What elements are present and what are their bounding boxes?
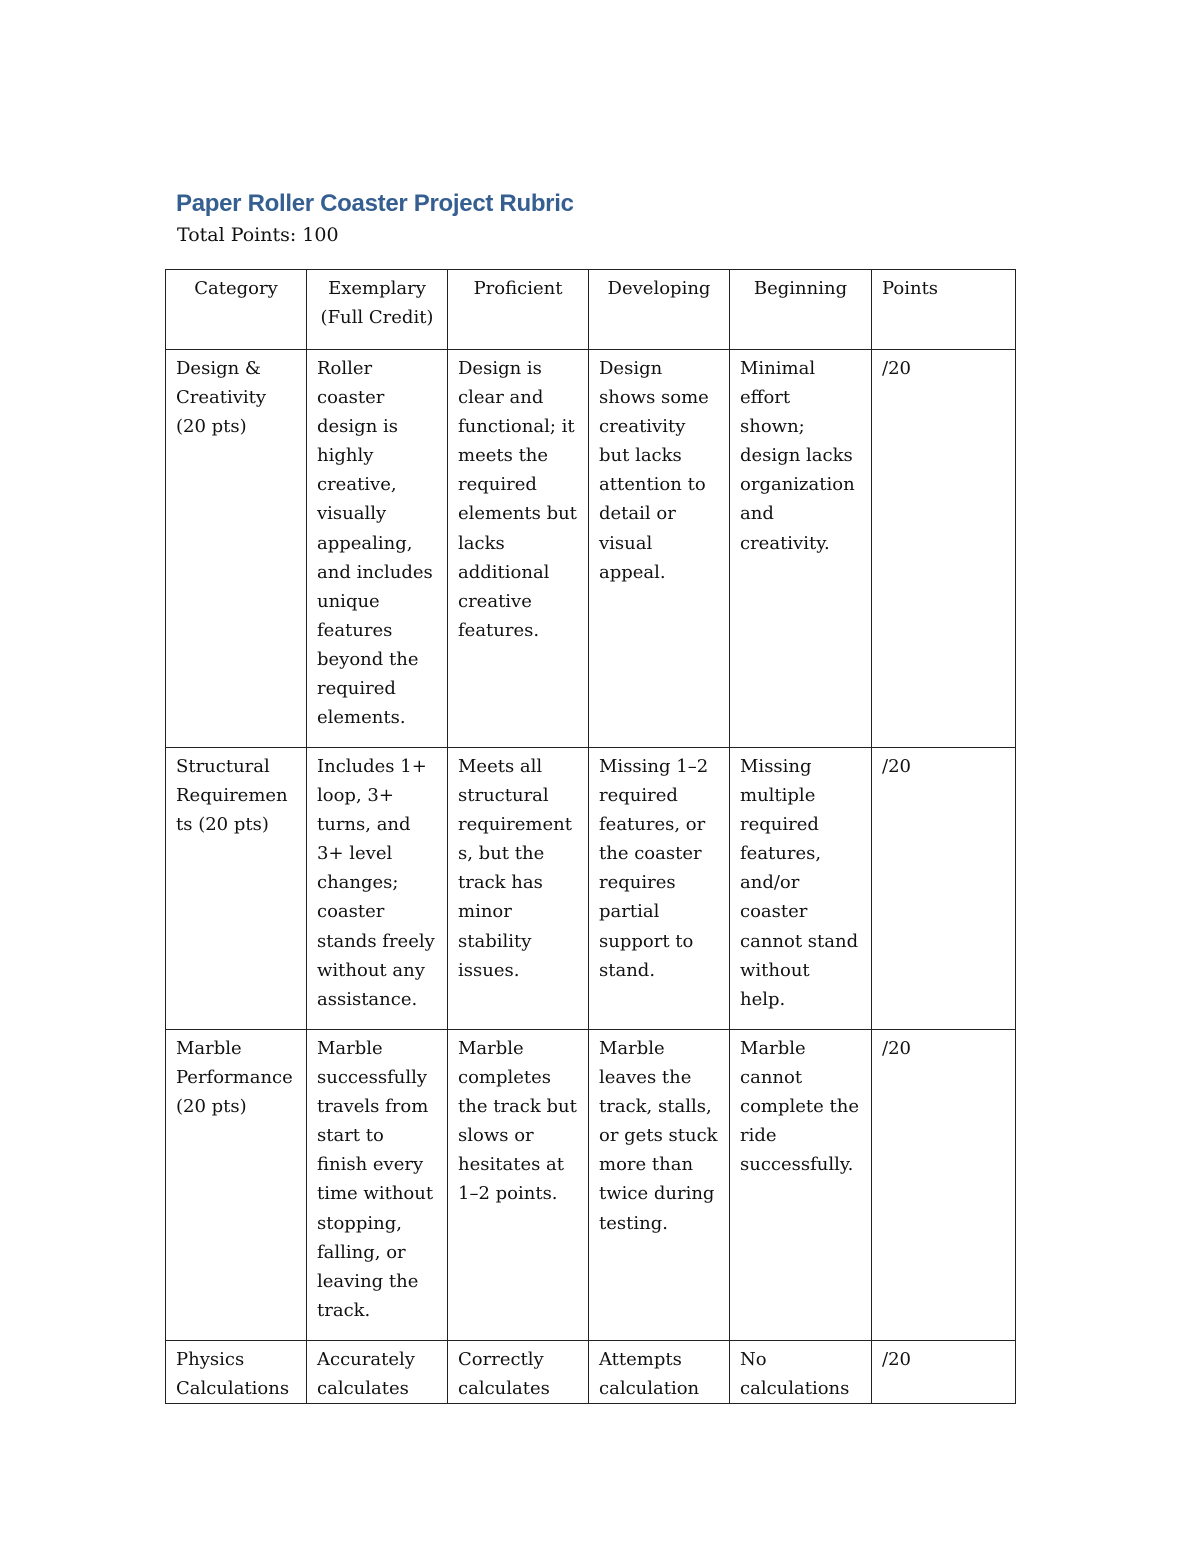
cell-text-line: calculation — [599, 1378, 700, 1400]
cell-beginning — [730, 1030, 872, 1341]
cell-text-line: stopping, — [317, 1212, 402, 1234]
cell-text-line: track. — [317, 1299, 371, 1321]
cell-text-line: coaster — [317, 901, 385, 923]
cell-exemplary — [307, 1341, 448, 1404]
cell-beginning — [730, 350, 872, 748]
cell-text-line: stands freely — [317, 930, 435, 952]
cell-text-line: Marble — [599, 1038, 665, 1059]
cell-text-line: Design — [599, 358, 663, 379]
cell-text-line: Developing — [607, 278, 711, 299]
cell-text-line: cannot — [740, 1067, 803, 1089]
cell-text-line: Roller — [317, 358, 373, 379]
cell-category — [166, 1341, 307, 1404]
cell-text-line: successfully. — [740, 1154, 854, 1176]
cell-text-line: calculations — [740, 1378, 850, 1400]
header-exemplary — [307, 270, 448, 350]
cell-text-line: completes — [458, 1067, 552, 1089]
cell-text-line: Marble — [458, 1038, 524, 1059]
cell-text-line: structural — [458, 785, 549, 807]
cell-text-line: travels from — [317, 1096, 429, 1118]
cell-text-line: coaster — [317, 387, 385, 409]
page-title: Paper Roller Coaster Project Rubric — [176, 190, 574, 217]
cell-text-line: appealing, — [317, 532, 413, 554]
cell-category — [166, 1030, 307, 1341]
cell-text-line: Exemplary — [328, 278, 426, 299]
cell-points — [872, 748, 1016, 1030]
cell-text-line: 3+ level — [317, 843, 393, 865]
cell-text-line: No — [740, 1349, 767, 1370]
cell-text-line: calculates — [317, 1378, 409, 1400]
cell-text-line: attention to — [599, 474, 706, 496]
cell-text-line: ts (20 pts) — [176, 814, 269, 836]
cell-developing — [589, 1341, 730, 1404]
cell-proficient — [448, 1030, 589, 1341]
cell-text-line: Attempts — [599, 1349, 682, 1370]
cell-text-line: without any — [317, 959, 425, 981]
cell-text-line: Performance — [176, 1067, 293, 1089]
cell-text-line: /20 — [882, 358, 911, 379]
cell-text-line: required — [599, 785, 678, 807]
cell-text-line: Beginning — [753, 278, 848, 299]
cell-text-line: Calculations — [176, 1378, 290, 1400]
cell-text-line: /20 — [882, 1349, 911, 1370]
cell-text-line: Marble — [176, 1038, 242, 1059]
cell-text-line: Design & — [176, 358, 261, 379]
cell-text-line: stand. — [599, 959, 656, 981]
cell-text-line: Design is — [458, 358, 542, 379]
cell-text-line: finish every — [317, 1154, 424, 1176]
cell-text-line: Physics — [176, 1349, 245, 1370]
cell-text-line: required — [317, 678, 396, 700]
cell-text-line: creativity — [599, 416, 686, 438]
cell-text-line: and — [740, 503, 774, 525]
cell-text-line: twice during — [599, 1183, 715, 1205]
cell-text-line: help. — [740, 988, 786, 1010]
cell-text-line: Creativity — [176, 387, 267, 409]
header-points — [872, 270, 1016, 350]
cell-text-line: (20 pts) — [176, 1096, 247, 1118]
cell-text-line: features, or — [599, 814, 706, 836]
cell-text-line: shows some — [599, 387, 709, 409]
cell-text-line: cannot stand — [740, 930, 859, 952]
cell-text-line: (20 pts) — [176, 416, 247, 438]
cell-beginning — [730, 1341, 872, 1404]
cell-text-line: Minimal — [740, 358, 816, 379]
cell-text-line: and includes — [317, 561, 433, 583]
cell-text-line: Meets all — [458, 756, 543, 777]
cell-text-line: Marble — [317, 1038, 383, 1059]
table-row — [166, 748, 1016, 1030]
cell-text-line: visually — [317, 503, 387, 525]
header-beginning — [730, 270, 872, 350]
cell-text-line: ride — [740, 1125, 777, 1147]
cell-text-line: Proficient — [473, 278, 563, 299]
cell-text-line: requires — [599, 872, 676, 894]
cell-text-line: track, stalls, — [599, 1096, 712, 1118]
table-row — [166, 350, 1016, 748]
table-header-row — [166, 270, 1016, 350]
table-row — [166, 1030, 1016, 1341]
cell-text-line: hesitates at — [458, 1154, 565, 1176]
total-points: Total Points: 100 — [177, 224, 339, 246]
cell-developing — [589, 1030, 730, 1341]
cell-text-line: successfully — [317, 1067, 428, 1089]
cell-text-line: required — [740, 814, 819, 836]
cell-beginning — [730, 748, 872, 1030]
cell-text-line: multiple — [740, 785, 816, 807]
cell-text-line: meets the — [458, 445, 549, 467]
rubric-table — [165, 269, 1016, 1404]
cell-text-line: elements but — [458, 503, 577, 525]
cell-text-line: shown; — [740, 416, 805, 438]
cell-proficient — [448, 748, 589, 1030]
cell-text-line: creative, — [317, 474, 397, 496]
cell-text-line: but lacks — [599, 445, 682, 467]
cell-developing — [589, 350, 730, 748]
cell-text-line: more than — [599, 1154, 694, 1176]
cell-text-line: design is — [317, 416, 398, 438]
cell-text-line: slows or — [458, 1125, 534, 1147]
cell-text-line: complete the — [740, 1096, 860, 1118]
cell-developing — [589, 748, 730, 1030]
cell-text-line: stability — [458, 930, 532, 952]
cell-text-line: requirement — [458, 814, 572, 836]
cell-text-line: visual — [599, 532, 653, 554]
cell-text-line: track has — [458, 872, 543, 894]
cell-text-line: and/or — [740, 872, 800, 894]
cell-text-line: support to — [599, 930, 694, 952]
cell-text-line: Marble — [740, 1038, 806, 1059]
cell-text-line: elements. — [317, 707, 406, 729]
cell-text-line: changes; — [317, 872, 399, 894]
cell-category — [166, 350, 307, 748]
cell-text-line: unique — [317, 590, 380, 612]
cell-text-line: required — [458, 474, 537, 496]
cell-text-line: without — [740, 959, 810, 981]
cell-text-line: additional — [458, 561, 550, 583]
cell-text-line: highly — [317, 445, 374, 467]
cell-text-line: assistance. — [317, 988, 418, 1010]
cell-text-line: leaving the — [317, 1270, 419, 1292]
cell-text-line: coaster — [740, 901, 808, 923]
cell-text-line: or gets stuck — [599, 1125, 718, 1147]
cell-text-line: falling, or — [317, 1241, 406, 1263]
cell-text-line: detail or — [599, 503, 676, 525]
cell-text-line: Correctly — [458, 1349, 544, 1370]
cell-text-line: issues. — [458, 959, 520, 981]
cell-text-line: start to — [317, 1125, 384, 1147]
cell-proficient — [448, 350, 589, 748]
cell-text-line: Points — [882, 278, 939, 299]
cell-text-line: clear and — [458, 387, 544, 409]
cell-text-line: Missing 1–2 — [599, 756, 709, 777]
cell-proficient — [448, 1341, 589, 1404]
cell-text-line: Requiremen — [176, 785, 288, 807]
cell-text-line: Includes 1+ — [317, 756, 427, 777]
cell-text-line: (Full Credit) — [320, 307, 434, 329]
cell-text-line: leaves the — [599, 1067, 692, 1089]
cell-text-line: features. — [458, 619, 540, 641]
cell-text-line: calculates — [458, 1378, 550, 1400]
cell-text-line: organization — [740, 474, 855, 496]
cell-text-line: Missing — [740, 756, 812, 777]
cell-points — [872, 1030, 1016, 1341]
cell-exemplary — [307, 1030, 448, 1341]
cell-text-line: Category — [194, 278, 278, 299]
cell-text-line: the track but — [458, 1096, 577, 1118]
cell-text-line: design lacks — [740, 445, 853, 467]
cell-text-line: functional; it — [458, 416, 575, 438]
cell-text-line: creativity. — [740, 532, 830, 554]
cell-text-line: creative — [458, 590, 532, 612]
cell-text-line: the coaster — [599, 843, 702, 865]
table-row — [166, 1341, 1016, 1404]
cell-text-line: time without — [317, 1183, 434, 1205]
cell-points — [872, 350, 1016, 748]
cell-text-line: partial — [599, 901, 660, 923]
cell-text-line: minor — [458, 901, 512, 923]
header-proficient — [448, 270, 589, 350]
cell-category — [166, 748, 307, 1030]
cell-text-line: testing. — [599, 1212, 668, 1234]
cell-text-line: appeal. — [599, 561, 666, 583]
cell-text-line: Structural — [176, 756, 270, 777]
cell-points — [872, 1341, 1016, 1404]
cell-text-line: features — [317, 619, 393, 641]
cell-text-line: loop, 3+ — [317, 785, 394, 807]
cell-text-line: Accurately — [317, 1349, 415, 1370]
cell-text-line: turns, and — [317, 814, 411, 836]
cell-exemplary — [307, 748, 448, 1030]
cell-text-line: 1–2 points. — [458, 1183, 558, 1205]
cell-text-line: /20 — [882, 1038, 911, 1059]
cell-exemplary — [307, 350, 448, 748]
cell-text-line: s, but the — [458, 843, 545, 865]
cell-text-line: beyond the — [317, 648, 419, 670]
cell-text-line: features, — [740, 843, 822, 865]
header-developing — [589, 270, 730, 350]
cell-text-line: lacks — [458, 532, 505, 554]
cell-text-line: /20 — [882, 756, 911, 777]
header-category — [166, 270, 307, 350]
cell-text-line: effort — [740, 387, 791, 409]
